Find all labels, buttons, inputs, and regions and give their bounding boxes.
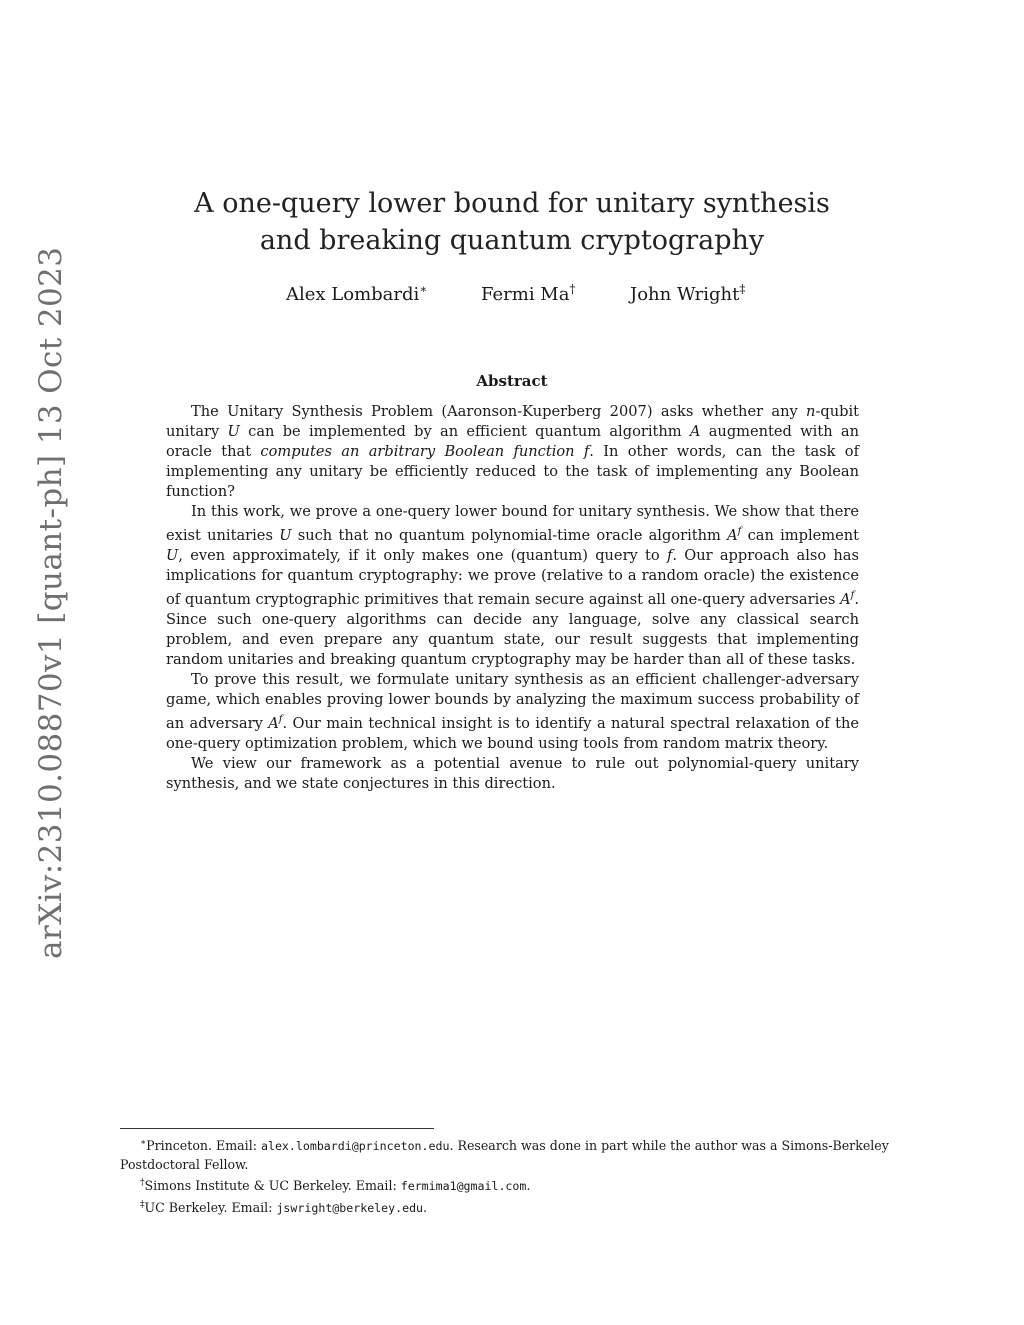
- footnote-mark: ‡: [739, 282, 746, 296]
- abstract-heading: Abstract: [476, 372, 548, 390]
- abstract-paragraph-1: The Unitary Synthesis Problem (Aaronson-Kuperberg 2007) asks whether any n-qubit unitary U can be implemented by an efficient quantum algorithm A augmented with an oracle that computes an arbitrary Boolean function f. In other words, can the task of implementing any unitary be efficiently reduced to the task of implementing any Boolean function?: [166, 403, 859, 500]
- author-ma: [481, 284, 575, 305]
- email-link[interactable]: alex.lombardi@princeton.edu: [260, 1139, 450, 1154]
- footnote-mark: †: [569, 282, 576, 296]
- arxiv-side-stamp: [33, 246, 73, 965]
- author-list: [0, 284, 1024, 308]
- paper-title: [0, 185, 1024, 259]
- abstract-paragraph-2: In this work, we prove a one-query lower bound for unitary synthesis. We show that there exist unitaries U such that no quantum polynomial-time oracle algorithm $A^f$ can implement U, even approximately, if it only makes one (quantum) query to f. Our approach also has implications for quantum cryptography: we prove (relative to a random oracle) the existence of quantum cryptographic primitives that remain secure against all one-query adversaries $A^f$. Since such one-query algorithms can decide any language, solve any classical search problem, and even prepare any quantum state, our result suggests that implementing random unitaries and breaking quantum cryptography may be harder than all of these tasks.: [166, 503, 860, 668]
- title-line-1: A one-query lower bound for unitary synthesis: [194, 188, 830, 219]
- footnote-2: †Simons Institute & UC Berkeley. Email: fermima1@gmail.com.: [140, 1178, 531, 1194]
- arxiv-identifier: arXiv:2310.08870v1 [quant-ph] 13 Oct 2023: [33, 246, 69, 959]
- abstract-paragraph-3: To prove this result, we formulate unitary synthesis as an efficient challenger-adversary game, which enables proving lower bounds by analyzing the maximum success probability of an adversary $A^f$. Our main technical insight is to identify a natural spectral relaxation of the one-query optimization problem, which we bound using tools from random matrix theory.: [166, 670, 859, 752]
- footnote-1: ∗Princeton. Email: alex.lombardi@princeton.edu. Research was done in part while the author was a Simons-Berkeley Postdoctoral Fellow.: [120, 1138, 889, 1172]
- author-name: Fermi Ma: [481, 284, 570, 305]
- email-link[interactable]: fermima1@gmail.com: [400, 1179, 527, 1194]
- footnote-rule: [120, 1128, 434, 1129]
- abstract-paragraph-4: We view our framework as a potential avenue to rule out polynomial-query unitary synthesis, and we state conjectures in this direction.: [166, 754, 859, 792]
- footnote-3: ‡UC Berkeley. Email: jswright@berkeley.edu.: [140, 1199, 428, 1216]
- author-lombardi: [286, 284, 427, 305]
- author-name: Alex Lombardi: [286, 284, 420, 305]
- author-name: John Wright: [630, 284, 740, 305]
- email-link[interactable]: jswright@berkeley.edu: [276, 1201, 424, 1216]
- title-line-2: and breaking quantum cryptography: [259, 225, 765, 256]
- footnote-mark: ∗: [419, 282, 428, 296]
- author-wright: [630, 284, 745, 305]
- footnotes: [120, 1134, 906, 1218]
- abstract-body: [166, 402, 859, 794]
